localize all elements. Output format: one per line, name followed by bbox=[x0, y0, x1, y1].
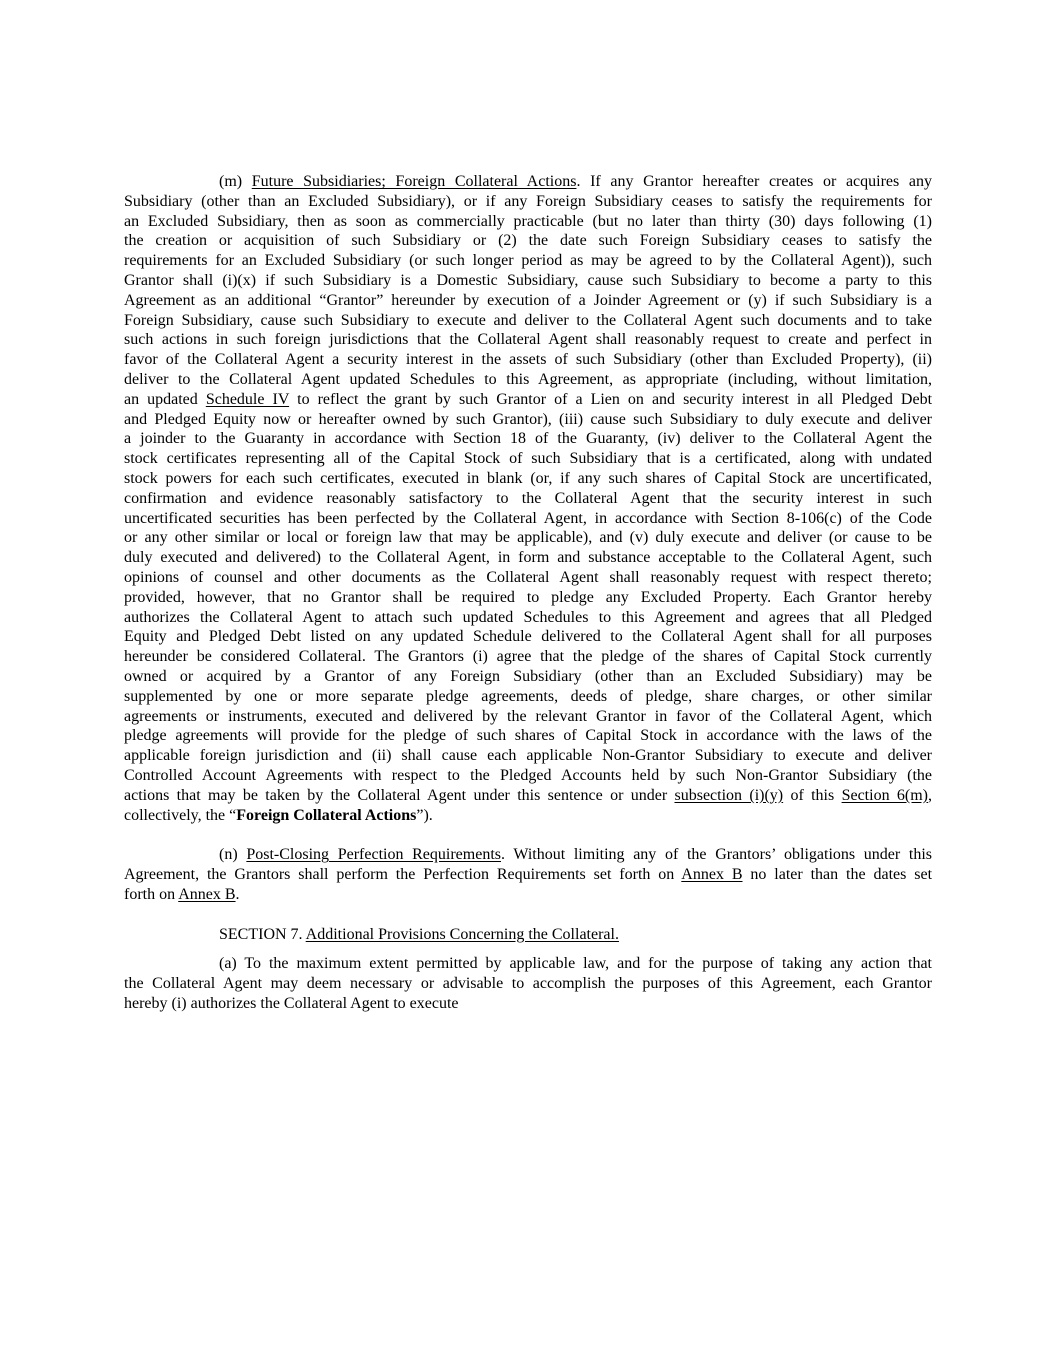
text-run: Agreement, the Grantors shall perform the Perfection Requirements set forth on bbox=[124, 866, 682, 884]
text-run: Controlled Account Agreements with respect to the Pledged Accounts held by such Non-Grantor Subsidiary (the bbox=[124, 766, 932, 784]
text-line bbox=[124, 489, 932, 509]
text-line bbox=[124, 271, 932, 291]
underlined-reference: Post-Closing Perfection Requirements bbox=[246, 846, 501, 864]
text-run: favor of the Collateral Agent a security interest in the assets of such Subsidiary (other than Excluded Property), (ii) bbox=[124, 351, 932, 369]
text-line bbox=[124, 449, 932, 469]
text-run: agreements or instruments, executed and delivered by the relevant Grantor in favor of the Collateral Agent, which bbox=[124, 707, 932, 725]
text-line bbox=[124, 766, 932, 786]
text-run: Foreign Subsidiary, cause such Subsidiary to execute and deliver to the Collateral Agent such documents and to take bbox=[124, 311, 932, 329]
section-7-prefix: SECTION 7. bbox=[219, 925, 306, 943]
text-line bbox=[124, 469, 932, 489]
text-run: actions that may be taken by the Collateral Agent under this sentence or under bbox=[124, 786, 675, 804]
text-line bbox=[124, 251, 932, 271]
paragraph-a-additional-provisions bbox=[124, 954, 932, 1013]
text-run: authorizes the Collateral Agent to attach such updated Schedules to this Agreement and agrees that all Pledged bbox=[124, 608, 932, 626]
text-run: Equity and Pledged Debt listed on any updated Schedule delivered to the Collateral Agent shall for all purposes bbox=[124, 628, 932, 646]
text-line bbox=[124, 647, 932, 667]
underlined-reference: subsection (i)(y) bbox=[674, 786, 784, 804]
underlined-reference: Section 6(m) bbox=[841, 786, 929, 804]
underlined-reference: Annex B bbox=[681, 866, 743, 884]
text-run: such actions in such foreign jurisdictions that the Collateral Agent shall reasonably request to create and perfect in bbox=[124, 331, 932, 349]
text-run: the Collateral Agent may deem necessary or advisable to accomplish the purposes of this Agreement, each Grantor bbox=[124, 975, 932, 993]
text-run: an updated bbox=[124, 390, 206, 408]
underlined-reference: Future Subsidiaries; Foreign Collateral Actions bbox=[251, 173, 577, 190]
text-run: no later than the dates set bbox=[742, 866, 933, 884]
text-run: . Without limiting any of the Grantors’ obligations under this bbox=[501, 846, 933, 864]
text-line bbox=[124, 994, 932, 1014]
text-run: an Excluded Subsidiary, then as soon as commercially practicable (but no later than thirty (30) days following (1) bbox=[124, 212, 932, 230]
text-line bbox=[124, 954, 932, 974]
text-run: and Pledged Equity now or hereafter owned by such Grantor), (iii) cause such Subsidiary to duly execute and deliver bbox=[124, 410, 932, 428]
text-line bbox=[124, 172, 932, 192]
text-run: Subsidiary (other than an Excluded Subsidiary), or if any Foreign Subsidiary ceases to satisfy the requirements for bbox=[124, 192, 932, 210]
text-line bbox=[124, 608, 932, 628]
text-line bbox=[124, 350, 932, 370]
text-run: of this bbox=[783, 786, 842, 804]
text-run: stock certificates representing all of the Capital Stock of such Subsidiary that is a certificated, along with undated bbox=[124, 450, 932, 468]
text-line bbox=[124, 410, 932, 430]
paragraph-m-future-subsidiaries bbox=[124, 172, 932, 825]
text-run: applicable foreign jurisdiction and (ii) shall cause each applicable Non-Grantor Subsidiary to execute and deliver bbox=[124, 747, 932, 765]
document-page bbox=[124, 172, 932, 1014]
text-line bbox=[124, 806, 932, 826]
text-run: forth on bbox=[124, 885, 179, 903]
text-run: , bbox=[928, 786, 933, 804]
text-run: pledge agreements will provide for the pledge of such shares of Capital Stock in accordance with the laws of the bbox=[124, 727, 932, 745]
underlined-reference: Annex B bbox=[178, 885, 236, 903]
text-run: Grantor shall (i)(x) if such Subsidiary is a Domestic Subsidiary, cause such Subsidiary to become a party to this bbox=[124, 271, 932, 289]
bold-defined-term: Foreign Collateral Actions bbox=[236, 806, 417, 824]
text-line bbox=[124, 330, 932, 350]
text-run: or any other similar or local or foreign law that may be applicable), and (v) duly execute and deliver (or cause to be bbox=[124, 529, 932, 547]
text-run: (a) To the maximum extent permitted by applicable law, and for the purpose of taking any action that bbox=[219, 955, 932, 973]
text-run: ”). bbox=[416, 806, 433, 824]
text-run: opinions of counsel and other documents as the Collateral Agent shall reasonably request with respect thereto; bbox=[124, 568, 932, 586]
text-line bbox=[124, 509, 932, 529]
text-run: provided, however, that no Grantor shall be required to pledge any Excluded Property. Each Grantor hereby bbox=[124, 588, 932, 606]
text-line bbox=[124, 687, 932, 707]
text-line bbox=[124, 370, 932, 390]
text-line bbox=[124, 667, 932, 687]
text-run: deliver to the Collateral Agent updated Schedules to this Agreement, as appropriate (including, without limitation, bbox=[124, 370, 932, 388]
text-line bbox=[124, 845, 932, 865]
text-run: to reflect the grant by such Grantor of a Lien on and security interest in all Pledged Debt bbox=[289, 390, 933, 408]
text-line bbox=[124, 390, 932, 410]
text-run: confirmation and evidence reasonably satisfactory to the Collateral Agent that the security interest in such bbox=[124, 489, 932, 507]
text-line bbox=[124, 212, 932, 232]
text-run: (m) bbox=[219, 173, 252, 190]
text-run: . bbox=[235, 885, 240, 903]
text-line bbox=[124, 231, 932, 251]
text-line bbox=[124, 548, 932, 568]
text-line bbox=[124, 746, 932, 766]
text-run: (n) bbox=[219, 846, 247, 864]
text-line bbox=[124, 528, 932, 548]
text-line bbox=[124, 291, 932, 311]
text-run: duly executed and delivered) to the Collateral Agent, in form and substance acceptable to the Collateral Agent, such bbox=[124, 549, 932, 567]
text-run: uncertificated securities has been perfected by the Collateral Agent, in accordance with Section 8-106(c) of the Code bbox=[124, 509, 932, 527]
text-line bbox=[124, 588, 932, 608]
text-run: . If any Grantor hereafter creates or acquires any bbox=[576, 173, 932, 190]
text-run: requirements for an Excluded Subsidiary (or such longer period as may be agreed to by the Collateral Agent)), such bbox=[124, 252, 932, 270]
text-line bbox=[124, 974, 932, 994]
text-line bbox=[124, 707, 932, 727]
text-run: stock powers for each such certificates, executed in blank (or, if any such shares of Capital Stock are uncertificated, bbox=[124, 469, 932, 487]
text-line bbox=[124, 786, 932, 806]
text-line bbox=[124, 627, 932, 647]
text-run: supplemented by one or more separate pledge agreements, deeds of pledge, share charges, or other similar bbox=[124, 687, 932, 705]
text-line bbox=[124, 885, 932, 905]
text-run: collectively, the “ bbox=[124, 806, 237, 824]
text-line bbox=[124, 726, 932, 746]
text-line bbox=[124, 311, 932, 331]
text-run: Agreement as an additional “Grantor” hereunder by execution of a Joinder Agreement or (y) if such Subsidiary is a bbox=[124, 291, 932, 309]
text-run: the creation or acquisition of such Subsidiary or (2) the date such Foreign Subsidiary ceases to satisfy the bbox=[124, 232, 932, 250]
text-run: owned or acquired by a Grantor of any Foreign Subsidiary (other than an Excluded Subsidiary) may be bbox=[124, 667, 932, 685]
text-line bbox=[124, 192, 932, 212]
text-run: hereunder be considered Collateral. The Grantors (i) agree that the pledge of the shares of Capital Stock currently bbox=[124, 648, 932, 666]
text-line bbox=[124, 429, 932, 449]
text-line bbox=[124, 865, 932, 885]
text-line bbox=[124, 568, 932, 588]
underlined-reference: Schedule IV bbox=[205, 390, 290, 408]
section-7-title: Additional Provisions Concerning the Collateral. bbox=[305, 925, 619, 943]
text-run: hereby (i) authorizes the Collateral Agent to execute bbox=[124, 995, 459, 1013]
section-7-heading bbox=[124, 925, 932, 945]
text-run: a joinder to the Guaranty in accordance with Section 18 of the Guaranty, (iv) deliver to the Collateral Agent the bbox=[124, 430, 932, 448]
paragraph-n-post-closing bbox=[124, 845, 932, 904]
